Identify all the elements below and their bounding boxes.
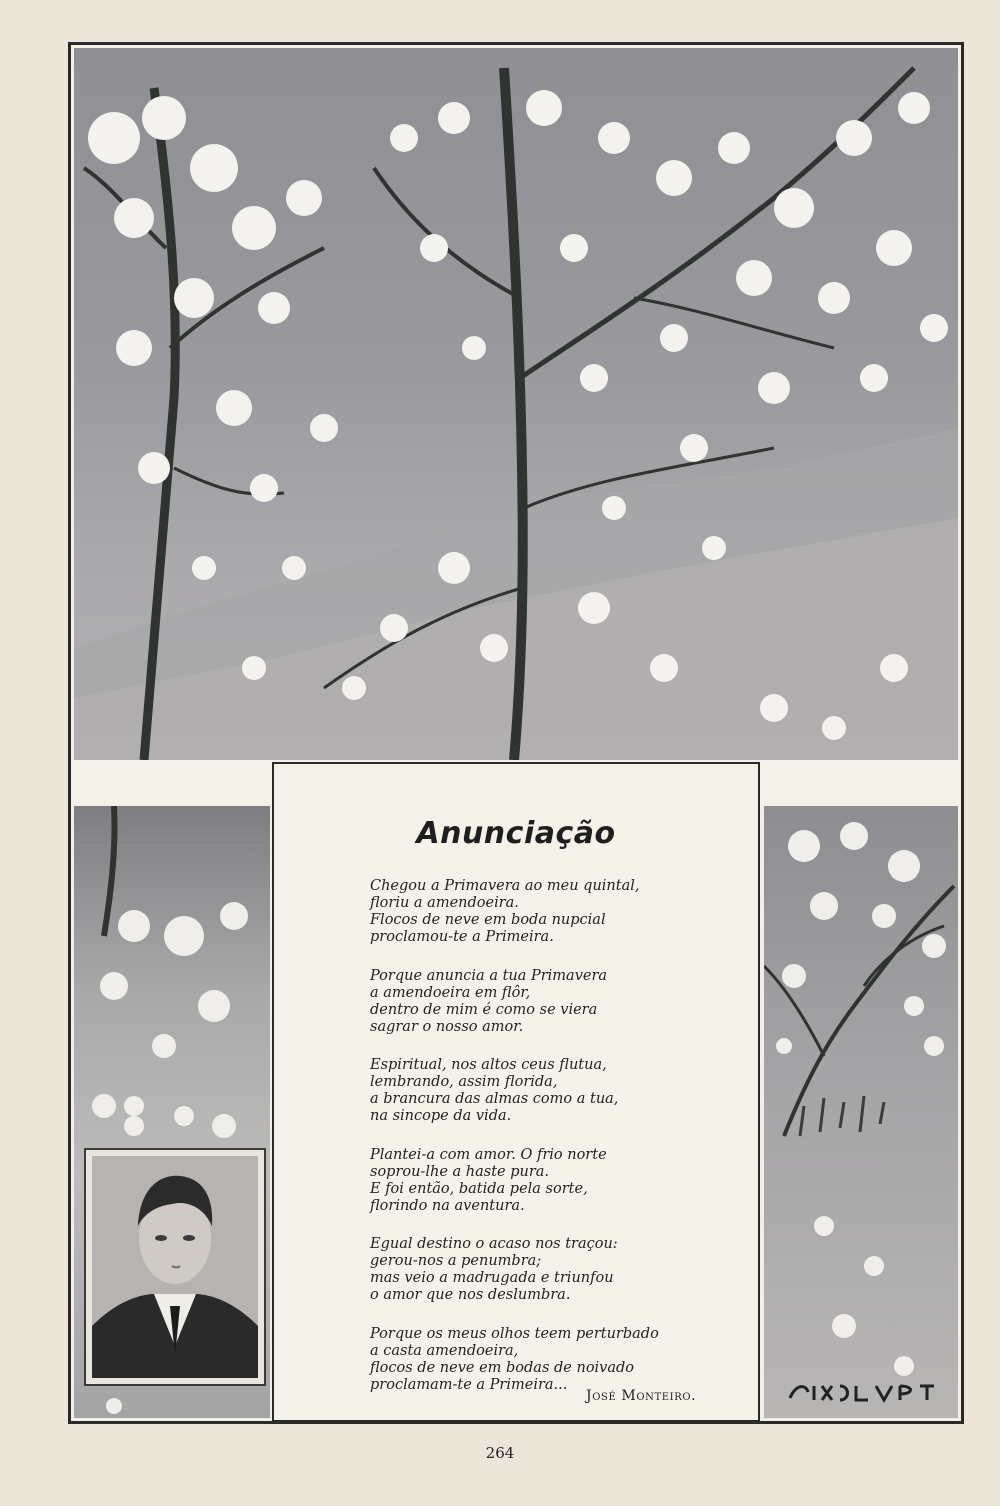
verse: a brancura das almas como a tua, <box>370 1091 619 1107</box>
verse: a casta amendoeira, <box>370 1342 519 1359</box>
verse: Plantei-a com amor. O frio norte <box>370 1146 607 1163</box>
right-illustration-panel <box>764 806 958 1418</box>
verse: Flocos de neve em boda nupcial <box>370 912 606 928</box>
stanza <box>370 1326 730 1394</box>
verse: a amendoeira em flôr, <box>370 984 531 1001</box>
blossoming-trees-illustration <box>74 48 958 760</box>
verse: Egual destino o acaso nos traçou: <box>370 1236 618 1252</box>
page-number: 264 <box>485 1444 515 1462</box>
stanza <box>370 1057 730 1125</box>
author-portrait <box>84 1148 266 1386</box>
stanza <box>370 1147 730 1215</box>
artist-signature-mark <box>784 1378 944 1406</box>
stanza <box>370 968 730 1036</box>
portrait-drawing <box>92 1156 258 1378</box>
poem-body <box>370 878 730 1415</box>
verse: sagrar o nosso amor. <box>370 1018 524 1035</box>
verse: proclamam-te a Primeira... <box>370 1376 568 1393</box>
poem-panel <box>272 762 760 1422</box>
verse: lembrando, assim florida, <box>370 1074 558 1090</box>
verse: florindo na aventura. <box>370 1197 525 1214</box>
trees-drawing <box>74 48 958 760</box>
verse: Porque anuncia a tua Primavera <box>370 967 608 984</box>
verse: gerou-nos a penumbra; <box>370 1253 542 1269</box>
verse: Porque os meus olhos teem perturbado <box>370 1325 659 1342</box>
verse: na sincope da vida. <box>370 1108 512 1124</box>
verse: dentro de mim é como se viera <box>370 1001 598 1018</box>
verse: soprou-lhe a haste pura. <box>370 1163 550 1180</box>
right-panel-drawing <box>764 806 958 1418</box>
verse: Chegou a Primavera ao meu quintal, <box>370 878 640 894</box>
verse: floriu a amendoeira. <box>370 895 519 911</box>
author-signature: José Monteiro. <box>586 1388 697 1404</box>
verse: flocos de neve em bodas de noivado <box>370 1359 635 1376</box>
verse: Espiritual, nos altos ceus flutua, <box>370 1057 607 1073</box>
poem-title: Anunciação <box>416 816 616 851</box>
stanza <box>370 878 730 946</box>
verse: proclamou-te a Primeira. <box>370 929 554 945</box>
verse: o amor que nos deslumbra. <box>370 1287 571 1303</box>
verse: mas veio a madrugada e triunfou <box>370 1270 614 1286</box>
stanza <box>370 1236 730 1304</box>
verse: E foi então, batida pela sorte, <box>370 1180 588 1197</box>
